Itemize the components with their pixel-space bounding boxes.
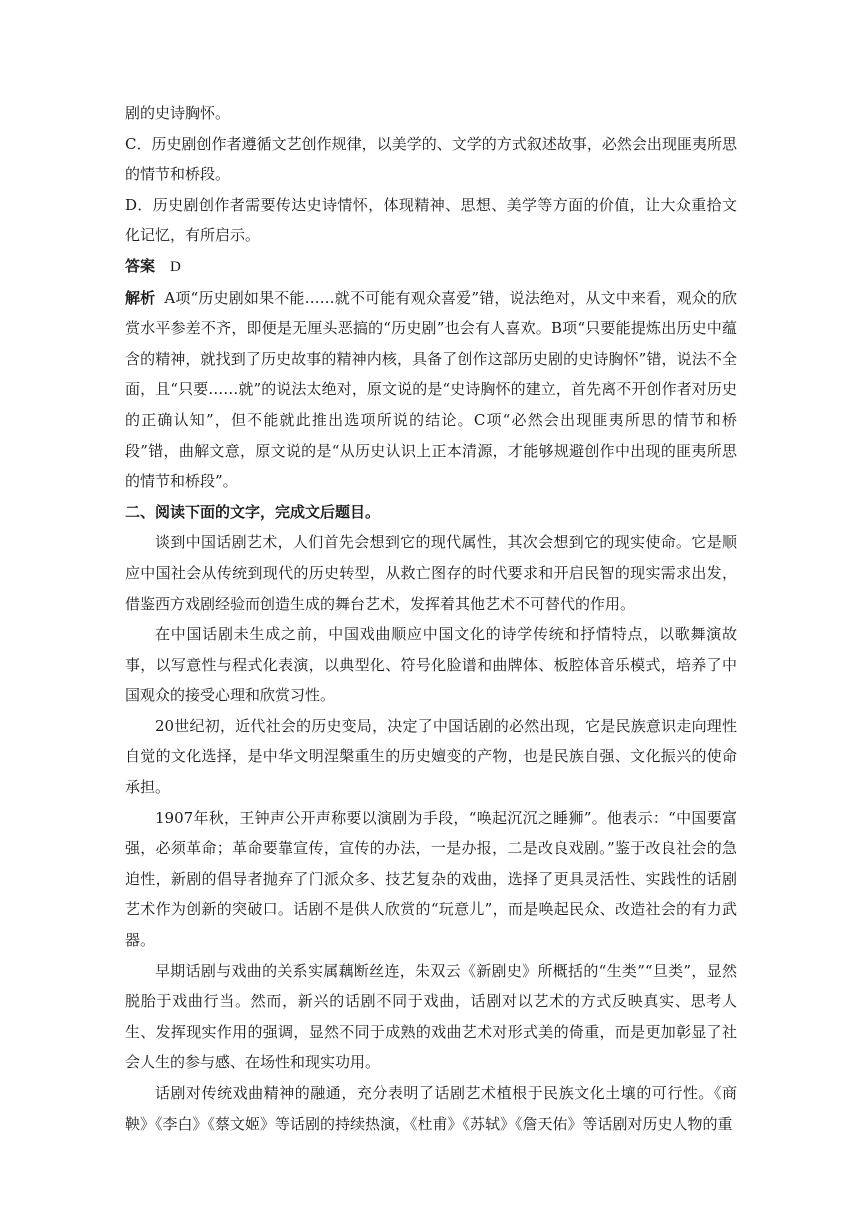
answer-row (125, 251, 737, 283)
option-c: C．历史剧创作者遵循文艺创作规律，以美学的、文学的方式叙述故事，必然会出现匪夷所思的情节和桥段。 (125, 134, 737, 184)
option-b-continuation: 剧的史诗胸怀。 (125, 104, 231, 122)
body-paragraph-1: 谈到中国话剧艺术，人们首先会想到它的现代属性，其次会想到它的现实使命。它是顺应中国社会从传统到现代的历史转型，从救亡图存的时代要求和开启民智的现实需求出发，借鉴西方戏剧经验而创造生成的舞台艺术，发挥着其他艺术不可替代的作用。 (125, 533, 737, 613)
answer-value: D (170, 258, 181, 275)
document-page (125, 98, 737, 1139)
analysis-text: A项“历史剧如果不能……就不可能有观众喜爱”错，说法绝对，从文中来看，观众的欣赏水平参差不齐，即便是无厘头恶搞的“历史剧”也会有人喜欢。B项“只要能提炼出历史中蕴含的精神，就找到了历史故事的精神内核，具备了创作这部历史剧的史诗胸怀”错，说法不全面，且“只要……就”的说法太绝对，原文说的是“史诗胸怀的建立，首先离不开创作者对历史的正确认知”，但不能就此推出选项所说的结论。C项“必然会出现匪夷所思的情节和桥段”错，曲解文意，原文说的是“从历史认识上正本清源，才能够规避创作中出现的匪夷所思的情节和桥段”。 (125, 288, 737, 491)
analysis-label: 解析 (125, 288, 156, 307)
analysis-paragraph (125, 283, 737, 497)
body-paragraph-2: 在中国话剧未生成之前，中国戏曲顺应中国文化的诗学传统和抒情特点，以歌舞演故事，以写意性与程式化表演，以典型化、符号化脸谱和曲牌体、板腔体音乐模式，培养了中国观众的接受心理和欣赏习性。 (125, 625, 737, 705)
body-paragraph-5: 早期话剧与戏曲的关系实属藕断丝连，朱双云《新剧史》所概括的“生类”“旦类”，显然脱胎于戏曲行当。然而，新兴的话剧不同于戏曲，话剧对以艺术的方式反映真实、思考人生、发挥现实作用的强调，显然不同于成熟的戏曲艺术对形式美的倚重，而是更加彰显了社会人生的参与感、在场性和现实功用。 (125, 961, 737, 1072)
body-paragraph-3: 20世纪初，近代社会的历史变局，决定了中国话剧的必然出现，它是民族意识走向理性自觉的文化选择，是中华文明涅槃重生的历史嬗变的产物，也是民族自强、文化振兴的使命承担。 (125, 716, 737, 797)
section-two-heading: 二、阅读下面的文字，完成文后题目。 (125, 502, 381, 521)
body-paragraph-6: 话剧对传统戏曲精神的融通，充分表明了话剧艺术植根于民族文化土壤的可行性。《商鞅》《李白》《蔡文姬》等话剧的持续热演，《杜甫》《苏轼》《詹天佑》等话剧对历史人物的重 (125, 1084, 737, 1133)
body-paragraph-4: 1907年秋，王钟声公开声称要以演剧为手段，“唤起沉沉之睡狮”。他表示：“中国要富强，必须革命；革命要靠宣传，宣传的办法，一是办报，二是改良戏剧。”鉴于改良社会的急迫性，新剧的倡导者抛弃了门派众多、技艺复杂的戏曲，选择了更具灵活性、实践性的话剧艺术作为创新的突破口。话剧不是供人欣赏的“玩意儿”，而是唤起民众、改造社会的有力武器。 (125, 808, 737, 950)
option-d: D．历史剧创作者需要传达史诗情怀，体现精神、思想、美学等方面的价值，让大众重拾文化记忆，有所启示。 (125, 195, 737, 245)
answer-label: 答案 (125, 256, 156, 275)
